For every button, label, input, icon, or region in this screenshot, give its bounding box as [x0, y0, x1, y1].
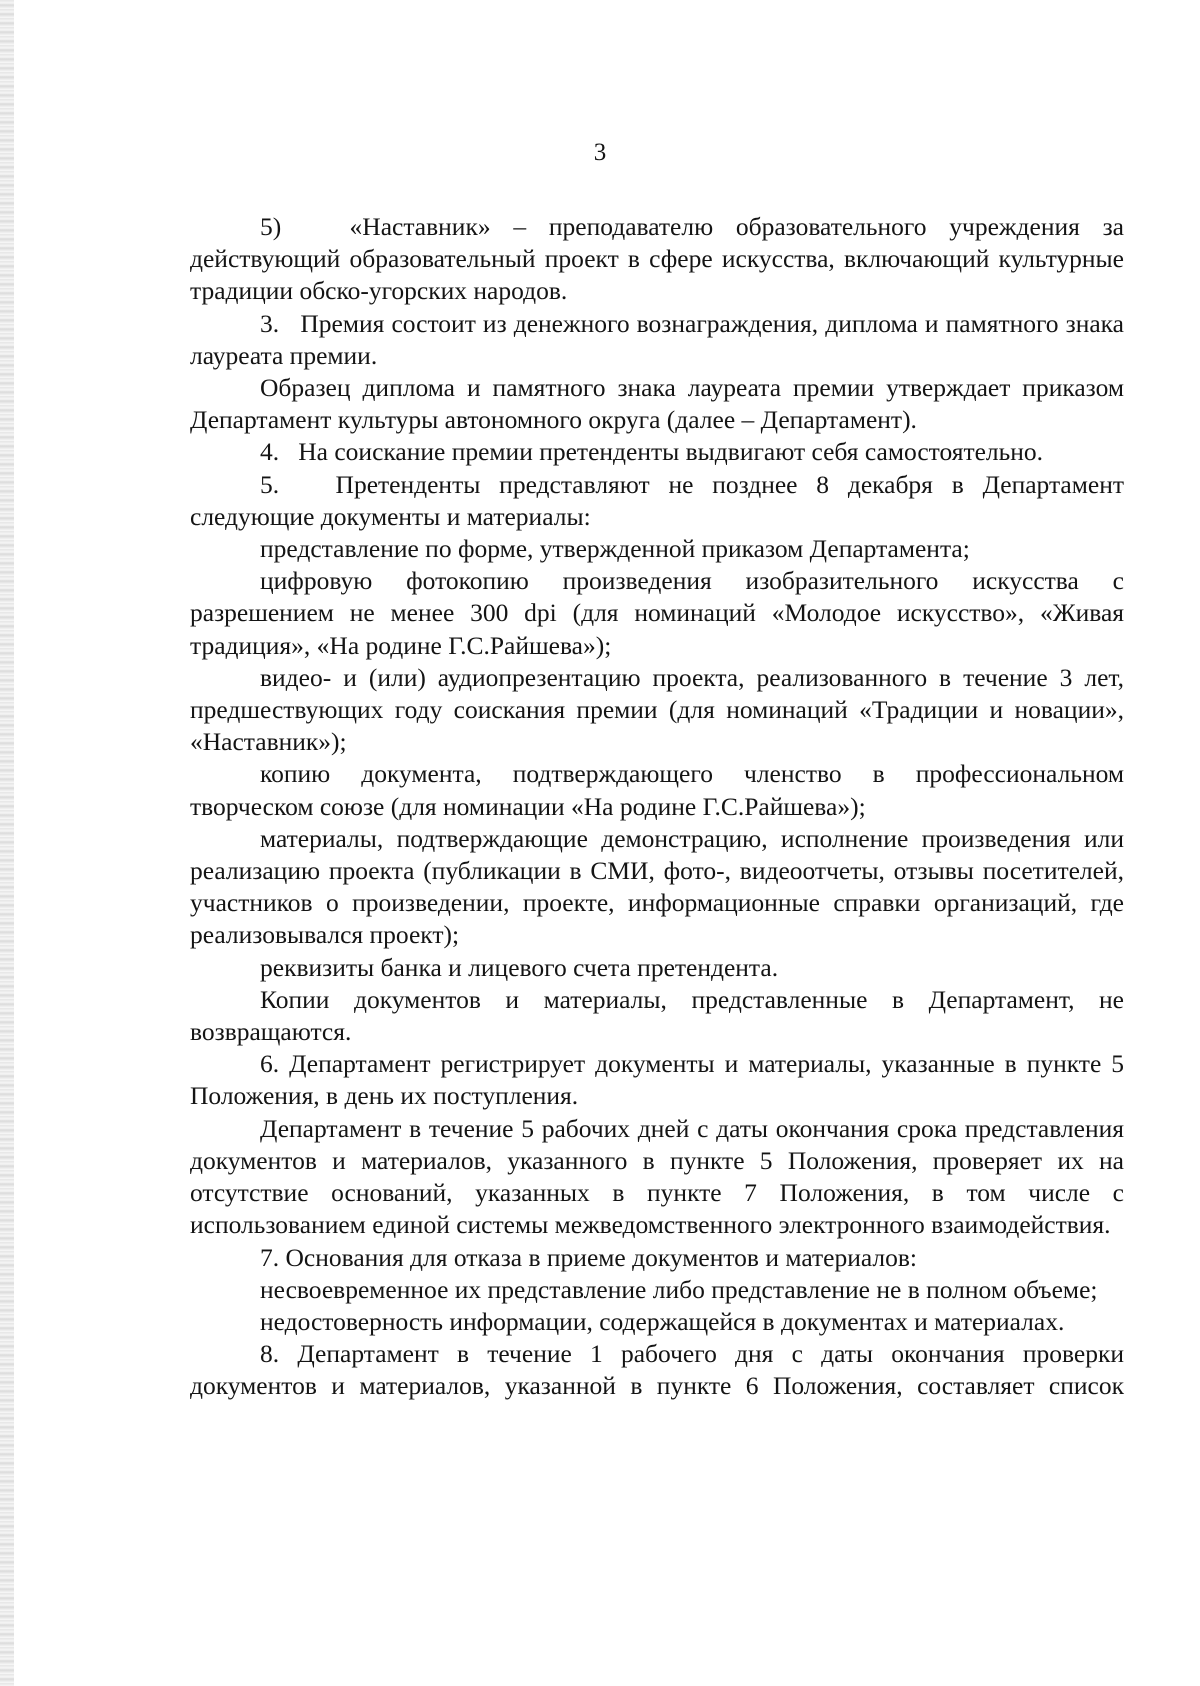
paragraph-clause-5: 5. Претенденты представляют не позднее 8 декабря в Департамент следующие документы и материалы:	[190, 469, 1124, 531]
list-item-inaccuracy: недостоверность информации, содержащейся в документах и материалах.	[260, 1306, 1065, 1336]
paragraph-clause-8: 8. Департамент в течение 1 рабочего дня с даты окончания проверки документов и материалов, указанной в пункте 6 Положения, составляет список	[190, 1339, 1124, 1401]
page-number: 3	[593, 139, 607, 166]
paragraph-nomination-mentor: 5) «Наставник» – преподавателю образовательного учреждения за действующий образовательный проект в сфере искусства, включающий культурные традиции обско-угорских народов.	[190, 212, 1124, 306]
paragraph-clause-4: 4. На соискание премии претенденты выдвигают себя самостоятельно.	[260, 437, 1044, 467]
list-item-bank-details: реквизиты банка и лицевого счета претендента.	[260, 952, 779, 982]
paragraph-verification: Департамент в течение 5 рабочих дней с даты окончания срока представления документов и материалов, указанного в пункте 5 Положения, проверяет их на отсутствие оснований, указанных в пункте 7 Положения, в том числе с использованием единой системы межведомственного электронного взаимодействия.	[190, 1113, 1124, 1240]
document-body	[190, 211, 1124, 1403]
list-item-video-presentation: видео- и (или) аудиопрезентацию проекта, реализованного в течение 3 лет, предшествующих году соискания премии (для номинаций «Традиции и новации», «Наставник»);	[190, 662, 1124, 757]
paragraph-clause-7: 7. Основания для отказа в приеме документов и материалов:	[260, 1242, 917, 1272]
paragraph-copies-not-returned: Копии документов и материалы, представленные в Департамент, не возвращаются.	[190, 984, 1124, 1047]
paragraph-clause-6: 6. Департамент регистрирует документы и материалы, указанные в пункте 5 Положения, в день их поступления.	[190, 1049, 1124, 1111]
paragraph-diploma-sample: Образец диплома и памятного знака лауреата премии утверждает приказом Департамент культуры автономного округа (далее – Департамент).	[190, 373, 1124, 435]
list-item-union-membership: копию документа, подтверждающего членство в профессиональном творческом союзе (для номинации «На родине Г.С.Райшева»);	[190, 759, 1124, 821]
list-item-late-submission: несвоевременное их представление либо представление не в полном объеме;	[260, 1274, 1098, 1304]
scan-edge	[0, 0, 14, 1686]
paragraph-clause-3: 3. Премия состоит из денежного вознаграждения, диплома и памятного знака лауреата премии.	[190, 308, 1124, 370]
list-item-submission-form: представление по форме, утвержденной приказом Департамента;	[260, 534, 970, 564]
list-item-demonstration-materials: материалы, подтверждающие демонстрацию, исполнение произведения или реализацию проекта (публикации в СМИ, фото-, видеоотчеты, отзывы посетителей, участников о произведении, проекте, информационные справки организаций, где реализовывался проект);	[190, 823, 1124, 950]
list-item-digital-photocopy: цифровую фотокопию произведения изобразительного искусства с разрешением не менее 300 dpi (для номинаций «Молодое искусство», «Живая традиция», «На родине Г.С.Райшева»);	[190, 566, 1124, 660]
